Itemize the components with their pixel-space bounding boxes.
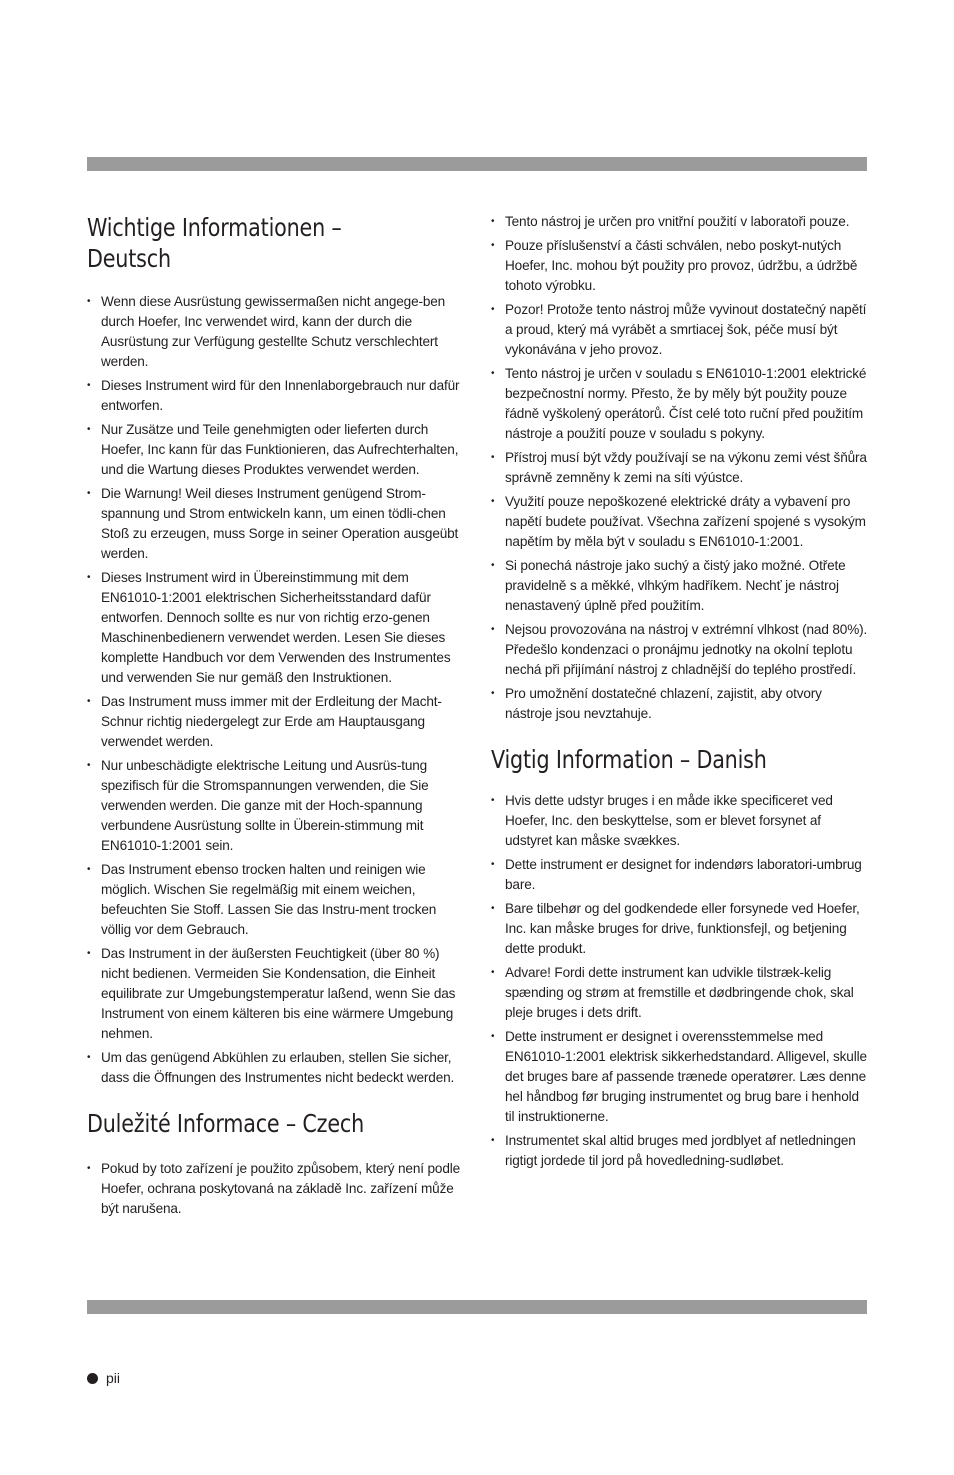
page-footer <box>87 1368 120 1388</box>
danish-list <box>491 791 869 1171</box>
list-item: • Bare tilbehør og del godkendede eller forsynede ved Hoefer, Inc. kan måske bruges for drive, funktionsfejl, og betjening dette produkt. <box>491 899 869 959</box>
bullet-dot-icon <box>87 1373 98 1384</box>
list-item: • Pouze příslušenství a části schválen, nebo poskyt-nutých Hoefer, Inc. mohou být použity pro provoz, údržbu, a údržbě tohoto výrobku. <box>491 236 869 296</box>
czech-heading: Duležité Informace – Czech <box>87 1109 365 1138</box>
left-column <box>87 212 463 1223</box>
list-item: • Přístroj musí být vždy používají se na výkonu zemi vést šňůra správně zemněny k zemi na síti výústce. <box>491 448 869 488</box>
list-item: • Das Instrument muss immer mit der Erdleitung der Macht-Schnur richtig niedergelegt zur Erde am Hauptausgang verwendet werden. <box>87 692 463 752</box>
list-item: • Das Instrument in der äußersten Feuchtigkeit (über 80 %) nicht bedienen. Vermeiden Sie Kondensation, die Einheit equilibrate zur Umgebungstemperatur laßend, wenn Sie das Instrument von einem kälteren bis eine wärmere Umgebung nehmen. <box>87 944 463 1044</box>
list-item: • Pokud by toto zařízení je použito způsobem, který není podle Hoefer, ochrana poskytovaná na základě Inc. zařízení může být narušena. <box>87 1159 463 1219</box>
list-item: • Tento nástroj je určen pro vnitřní použití v laboratoři pouze. <box>491 212 869 232</box>
bottom-rule <box>87 1300 867 1314</box>
german-list <box>87 292 463 1088</box>
page-number: pii <box>106 1370 121 1386</box>
list-item: • Si ponechá nástroje jako suchý a čistý jako možné. Otřete pravidelně s a měkké, vlhkým hadříkem. Nechť je nástroj nenastavený úplně před použitím. <box>491 556 869 616</box>
list-item: • Hvis dette udstyr bruges i en måde ikke specificeret ved Hoefer, Inc. den beskyttelse, som er blevet forsynet af udstyret kan måske svækkes. <box>491 791 869 851</box>
list-item: • Das Instrument ebenso trocken halten und reinigen wie möglich. Wischen Sie regelmäßig mit einem weichen, befeuchten Sie Stoff. Lassen Sie das Instru-ment trocken völlig vor dem Gebrauch. <box>87 860 463 940</box>
right-column <box>491 212 869 1175</box>
danish-heading: Vigtig Information – Danish <box>491 745 767 774</box>
top-rule <box>87 157 867 171</box>
list-item: • Wenn diese Ausrüstung gewissermaßen nicht angege-ben durch Hoefer, Inc verwendet wird, kann der durch die Ausrüstung zur Verfügung gestellte Schutz verschlechtert werden. <box>87 292 463 372</box>
german-heading-line2: Deutsch <box>87 244 171 273</box>
german-heading <box>87 212 433 274</box>
czech-list-right <box>491 212 869 724</box>
list-item: • Nejsou provozována na nástroj v extrémní vlhkost (nad 80%). Předešlo kondenzaci o pronájmu jednotky na okolní teplotu nechá při přijímání nástroj z chladnější do teplého prostředí. <box>491 620 869 680</box>
list-item: • Instrumentet skal altid bruges med jordblyet af netledningen rigtigt jordede til jord på hovedledning-sudløbet. <box>491 1131 869 1171</box>
list-item: • Die Warnung! Weil dieses Instrument genügend Strom-spannung und Strom entwickeln kann, um einen tödli-chen Stoß zu erzeugen, muss Sorge in seiner Operation ausgeübt werden. <box>87 484 463 564</box>
list-item: • Pozor! Protože tento nástroj může vyvinout dostatečný napětí a proud, který má vyrábět a smrtiacej šok, péče musí být vykonávána v jeho provoz. <box>491 300 869 360</box>
list-item: • Advare! Fordi dette instrument kan udvikle tilstræk-kelig spænding og strøm at fremstille et dødbringende chok, skal pleje bruges i dets drift. <box>491 963 869 1023</box>
list-item: • Tento nástroj je určen v souladu s EN61010-1:2001 elektrické bezpečnostní normy. Přesto, že by měly být použity pouze řádně vyškolený operátorů. Číst celé toto ruční před použitím nástroje a použití pouze v souladu s pokyny. <box>491 364 869 444</box>
list-item: • Dieses Instrument wird in Übereinstimmung mit dem EN61010-1:2001 elektrischen Sicherheitsstandard dafür entworfen. Dennoch sollte es nur von richtig erzo-genen Maschinenbedienern verwendet werden. Lesen Sie dieses komplette Handbuch vor dem Verwenden des Instrumentes und verwenden Sie nur gemäß den Instruktionen. <box>87 568 463 688</box>
list-item: • Využití pouze nepoškozené elektrické dráty a vybavení pro napětí budete používat. Všechna zařízení spojené s vysokým napětím by měla být v souladu s EN61010-1:2001. <box>491 492 869 552</box>
czech-list-left <box>87 1159 463 1219</box>
list-item: • Dette instrument er designet i overensstemmelse med EN61010-1:2001 elektrisk sikkerhedstandard. Alligevel, skulle det bruges bare af passende trænede operatører. Læs denne hel håndbog før bruging instrumentet og brug bare i henhold til instruktionerne. <box>491 1027 869 1127</box>
list-item: • Nur unbeschädigte elektrische Leitung und Ausrüs-tung spezifisch für die Stromspannungen verwenden, die Sie verwenden werden. Die ganze mit der Hoch-spannung verbundene Ausrüstung sollte in Überein-stimmung mit EN61010-1:2001 sein. <box>87 756 463 856</box>
list-item: • Pro umožnění dostatečné chlazení, zajistit, aby otvory nástroje jsou nevztahuje. <box>491 684 869 724</box>
list-item: • Nur Zusätze und Teile genehmigten oder lieferten durch Hoefer, Inc kann für das Funktionieren, das Aufrechterhalten, und die Wartung dieses Produktes verwendet werden. <box>87 420 463 480</box>
list-item: • Dieses Instrument wird für den Innenlaborgebrauch nur dafür entworfen. <box>87 376 463 416</box>
list-item: • Dette instrument er designet for indendørs laboratori-umbrug bare. <box>491 855 869 895</box>
list-item: • Um das genügend Abkühlen zu erlauben, stellen Sie sicher, dass die Öffnungen des Instrumentes nicht bedeckt werden. <box>87 1048 463 1088</box>
german-heading-line1: Wichtige Informationen – <box>87 213 342 242</box>
